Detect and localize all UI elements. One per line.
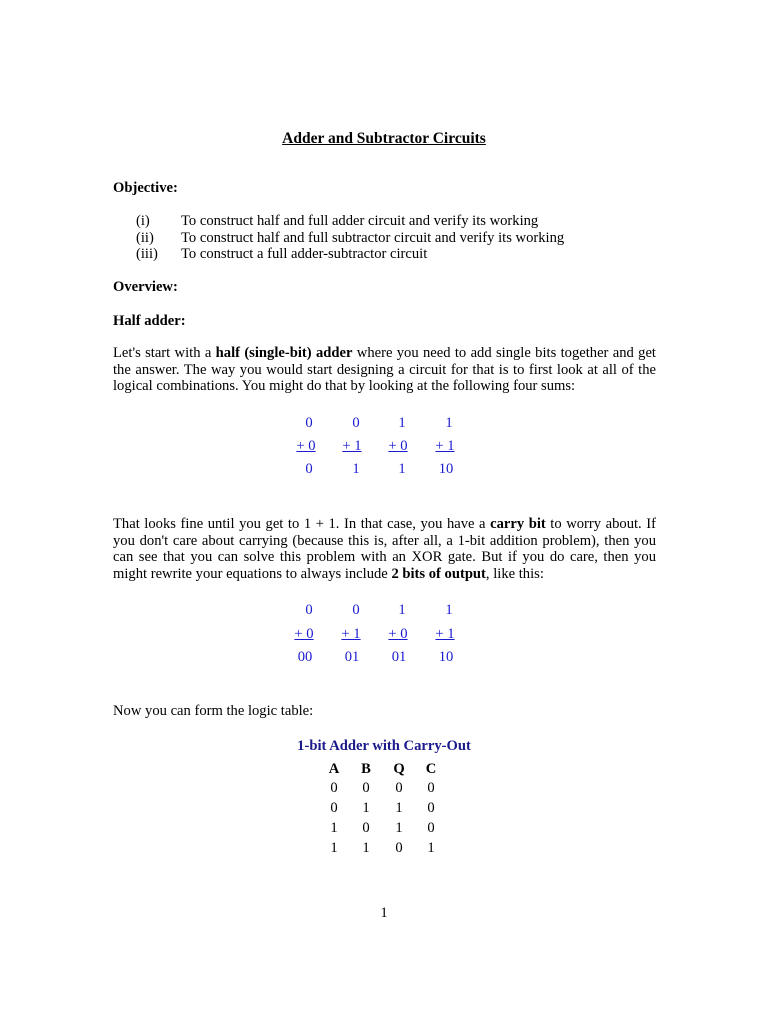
sum-operand: 1: [398, 415, 406, 431]
table-cell: 1: [395, 820, 403, 836]
table-cell: 0: [427, 820, 435, 836]
paragraph-text: to worry about. If you don't care about carrying (because this is, after all, a 1-bit addition problem), then you can see that you can solve this problem with an XOR gate. But if you do care, then you might rewrite your equations to always include: [113, 516, 656, 582]
table-header-cell: B: [361, 761, 371, 777]
sum-result: 00: [297, 649, 313, 665]
half-adder-heading: Half adder:: [113, 313, 186, 329]
overview-heading: Overview:: [113, 279, 178, 295]
sum-addend: + 1: [341, 626, 361, 642]
paragraph-bold-text: 2 bits of output: [391, 565, 486, 582]
sum-result: 1: [352, 461, 360, 477]
sum-addend: + 0: [388, 438, 408, 454]
objective-item-number: (iii): [136, 246, 158, 262]
table-cell: 1: [330, 820, 338, 836]
objective-item-text: To construct half and full adder circuit and verify its working: [181, 213, 539, 229]
sum-addend: + 1: [435, 626, 455, 642]
paragraph-text: That looks fine until you get to 1 + 1. In that case, you have a: [113, 516, 491, 532]
sum-result: 01: [391, 649, 407, 665]
sum-addend: + 0: [388, 626, 408, 642]
sum-addend: + 1: [342, 438, 362, 454]
sum-operand: 0: [352, 415, 360, 431]
table-cell: 1: [362, 840, 370, 856]
sum-result: 01: [344, 649, 360, 665]
sum-operand: 1: [398, 602, 406, 618]
table-cell: 0: [395, 780, 403, 796]
table-cell: 0: [427, 800, 435, 816]
sum-addend: + 0: [294, 626, 314, 642]
sum-operand: 0: [305, 602, 313, 618]
objective-item-text: To construct a full adder-subtractor circuit: [181, 246, 428, 262]
table-cell: 0: [362, 780, 370, 796]
table-cell: 1: [362, 800, 370, 816]
paragraph-bold-text: half (single-bit) adder: [215, 345, 353, 361]
logic-table-title: 1-bit Adder with Carry-Out: [297, 738, 471, 754]
sum-operand: 0: [305, 415, 313, 431]
objective-item-text: To construct half and full subtractor circuit and verify its working: [181, 230, 565, 246]
table-cell: 1: [427, 840, 435, 856]
table-cell: 0: [395, 840, 403, 856]
intro-paragraph: [113, 345, 656, 395]
sum-addend: + 1: [435, 438, 455, 454]
table-header-cell: Q: [393, 761, 405, 777]
sum-operand: 1: [445, 415, 453, 431]
logic-table-intro: Now you can form the logic table:: [113, 703, 314, 719]
sum-addend: + 0: [296, 438, 316, 454]
table-cell: 0: [362, 820, 370, 836]
sum-result: 10: [438, 461, 454, 477]
table-header-cell: A: [328, 761, 340, 777]
table-cell: 0: [330, 780, 338, 796]
paragraph-bold-text: carry bit: [490, 516, 546, 532]
objective-item-number: (i): [136, 213, 150, 229]
objective-heading: Objective:: [113, 180, 178, 196]
objective-item-number: (ii): [136, 230, 154, 246]
table-cell: 0: [330, 800, 338, 816]
paragraph-text: where you need to add single bits together and get the answer. The way you would start designing a circuit for that is to first look at all of the logical combinations. You might do that by looking at the following four sums:: [113, 345, 656, 394]
paragraph-text: , like this:: [485, 565, 544, 582]
sum-result: 1: [398, 461, 406, 477]
carry-paragraph: [113, 516, 656, 582]
sum-result: 10: [438, 649, 454, 665]
table-cell: 1: [395, 800, 403, 816]
document-title: Adder and Subtractor Circuits: [282, 130, 486, 147]
sum-operand: 0: [352, 602, 360, 618]
table-cell: 0: [427, 780, 435, 796]
table-cell: 1: [330, 840, 338, 856]
page-number: 1: [380, 905, 388, 921]
paragraph-text: Let's start with a: [113, 345, 216, 361]
sum-operand: 1: [445, 602, 453, 618]
sum-result: 0: [305, 461, 313, 477]
table-header-cell: C: [425, 761, 437, 777]
